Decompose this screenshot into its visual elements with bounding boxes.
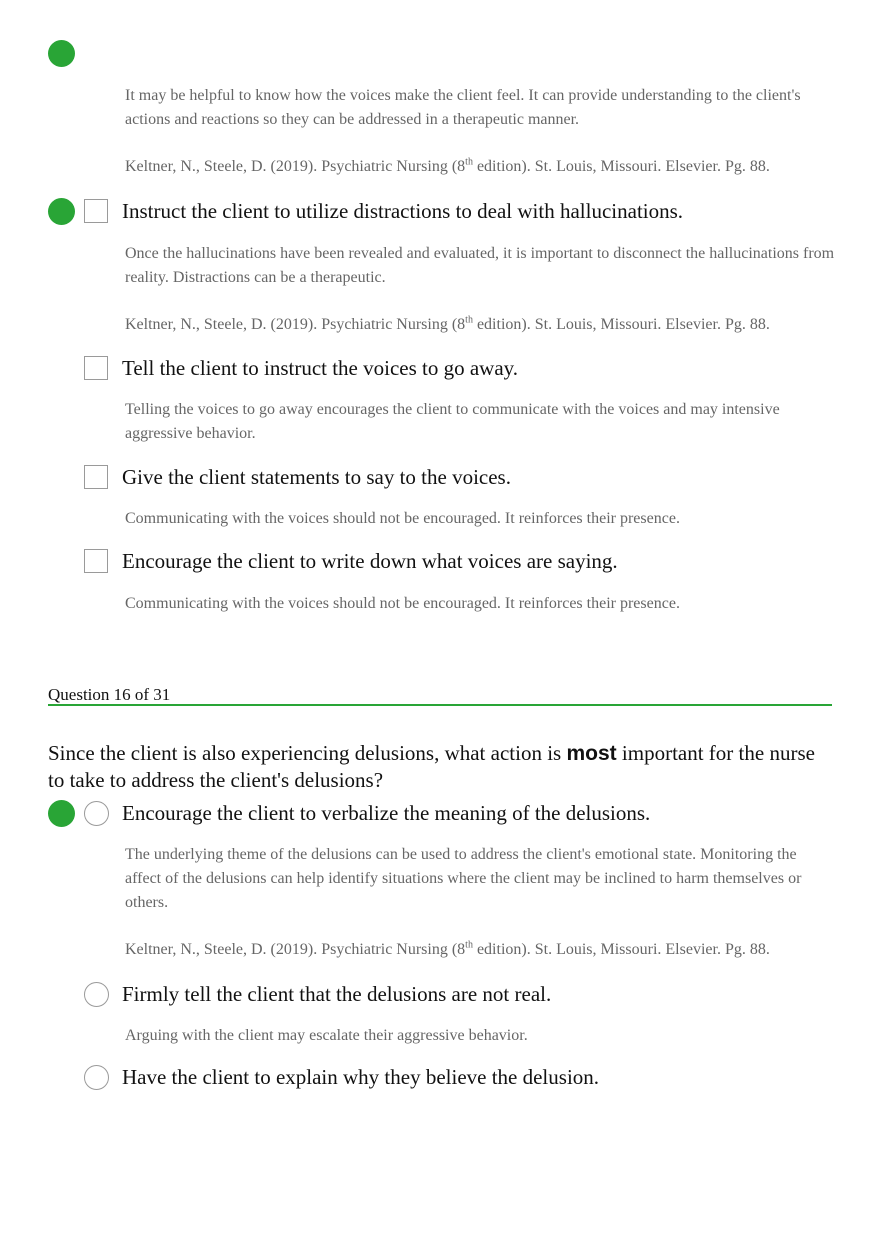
- answer-checkbox[interactable]: [84, 356, 108, 380]
- answer-radio[interactable]: [84, 982, 109, 1007]
- question-text: Since the client is also experiencing delusions, what action is most important for the nurse to take to address the client's delusions?: [48, 741, 815, 792]
- option-reference: Keltner, N., Steele, D. (2019). Psychiatric Nursing (8th edition). St. Louis, Missouri. Elsevier. Pg. 88.: [125, 156, 770, 175]
- option-reference: Keltner, N., Steele, D. (2019). Psychiatric Nursing (8th edition). St. Louis, Missouri. Elsevier. Pg. 88.: [125, 314, 770, 333]
- option-feedback: Communicating with the voices should not be encouraged. It reinforces their presence.: [125, 595, 680, 612]
- question-divider: [48, 704, 832, 706]
- option-label[interactable]: Encourage the client to verbalize the meaning of the delusions.: [122, 801, 651, 825]
- answer-checkbox[interactable]: [84, 465, 108, 489]
- option-feedback: Once the hallucinations have been revealed and evaluated, it is important to disconnect the hallucinations from reality. Distractions can be a therapeutic.: [125, 245, 835, 286]
- option-feedback: The underlying theme of the delusions can be used to address the client's emotional state. Monitoring the affect of the delusions can help identify situations where the client may be inclined to harm themselves or others.: [125, 846, 802, 911]
- option-reference: Keltner, N., Steele, D. (2019). Psychiatric Nursing (8th edition). St. Louis, Missouri. Elsevier. Pg. 88.: [125, 939, 770, 958]
- correct-marker-icon: [48, 40, 75, 67]
- option-label[interactable]: Have the client to explain why they believe the delusion.: [122, 1065, 600, 1089]
- answer-checkbox[interactable]: [84, 549, 108, 573]
- option-feedback: Communicating with the voices should not be encouraged. It reinforces their presence.: [125, 510, 680, 527]
- correct-marker-icon: [48, 198, 75, 225]
- option-feedback: Arguing with the client may escalate their aggressive behavior.: [125, 1027, 528, 1044]
- option-label[interactable]: Tell the client to instruct the voices to go away.: [122, 356, 519, 380]
- option-label[interactable]: Give the client statements to say to the voices.: [122, 465, 511, 489]
- answer-radio[interactable]: [84, 801, 109, 826]
- option-feedback: It may be helpful to know how the voices make the client feel. It can provide understanding to the client's actions and reactions so they can be addressed in a therapeutic manner.: [125, 87, 801, 128]
- option-label[interactable]: Firmly tell the client that the delusions are not real.: [122, 982, 552, 1006]
- option-feedback: Telling the voices to go away encourages the client to communicate with the voices and may intensive aggressive behavior.: [125, 401, 780, 442]
- question-number: Question 16 of 31: [48, 685, 171, 704]
- answer-checkbox[interactable]: [84, 199, 108, 223]
- option-label[interactable]: Instruct the client to utilize distractions to deal with hallucinations.: [122, 199, 684, 223]
- option-label[interactable]: Encourage the client to write down what voices are saying.: [122, 549, 618, 573]
- answer-radio[interactable]: [84, 1065, 109, 1090]
- correct-marker-icon: [48, 800, 75, 827]
